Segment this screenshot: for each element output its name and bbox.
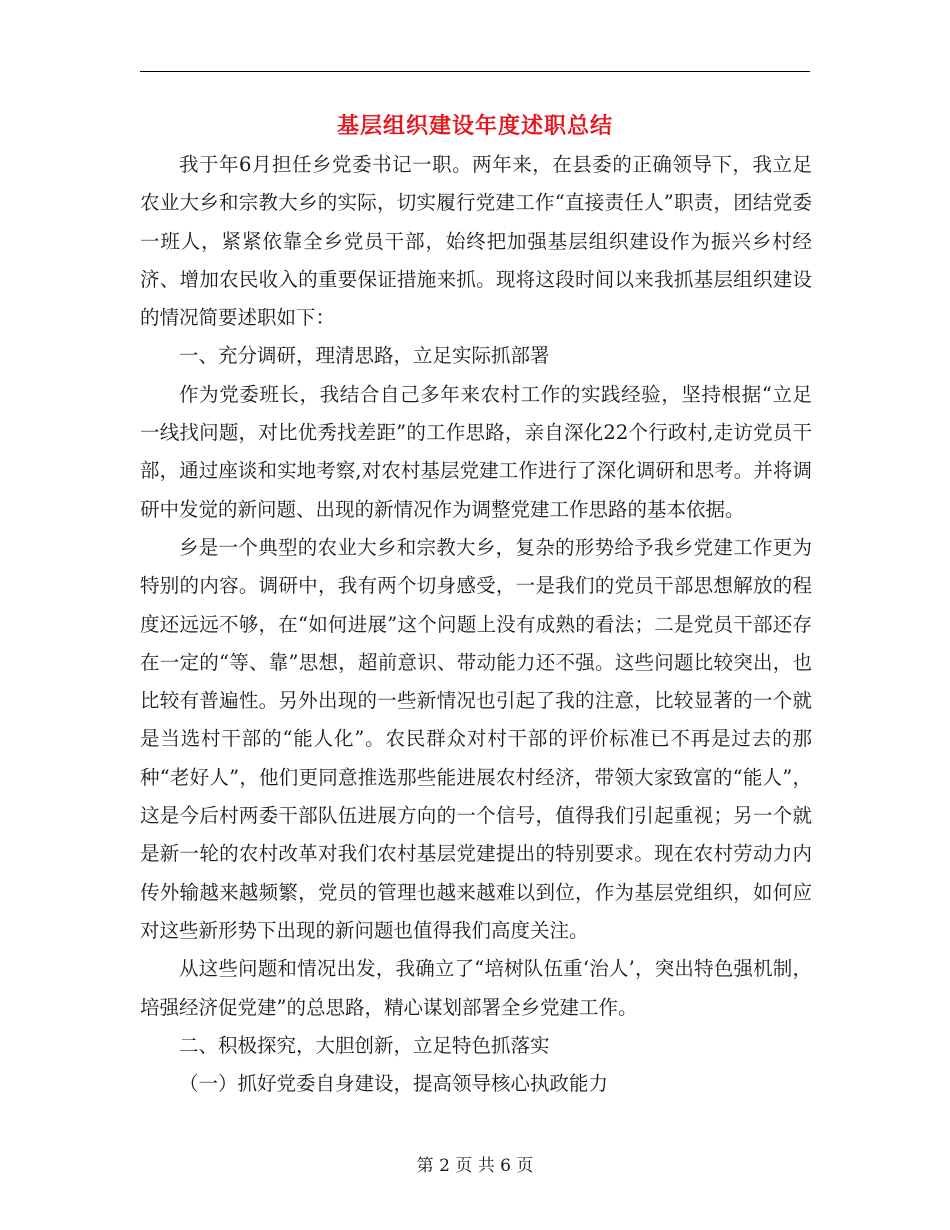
document-title: 基层组织建设年度述职总结 bbox=[336, 113, 613, 139]
paragraph-research: 作为党委班长，我结合自己多年来农村工作的实践经验，坚持根据“立足一线找问题，对比优秀找差距”的工作思路，亲自深化22个行政村,走访党员干部，通过座谈和实地考察,对农村基层党建工作进行了深化调研和思考。并将调研中发觉的新问题、出现的新情况作为调整党建工作思路的基本依据。 bbox=[140, 382, 812, 521]
paragraph-strategy: 从这些问题和情况出发，我确立了“培树队伍重‘治人’，突出特色强机制，培强经济促党建”的总思路，精心谋划部署全乡党建工作。 bbox=[140, 957, 812, 1019]
paragraph-situation: 乡是一个典型的农业大乡和宗教大乡，复杂的形势给予我乡党建工作更为特别的内容。调研中，我有两个切身感受，一是我们的党员干部思想解放的程度还远远不够，在“如何进展”这个问题上没有成熟的看法；二是党员干部还存在一定的“等、靠”思想，超前意识、带动能力还不强。这些问题比较突出，也比较有普遍性。另外出现的一些新情况也引起了我的注意，比较显著的一个就是当选村干部的“能人化”。农民群众对村干部的评价标准已不再是过去的那种“老好人”，他们更同意推选那些能进展农村经济，带领大家致富的“能人”，这是今后村两委干部队伍进展方向的一个信号，值得我们引起重视；另一个就是新一轮的农村改革对我们农村基层党建提出的特别要求。现在农村劳动力内传外输越来越频繁，党员的管理也越来越难以到位，作为基层党组织，如何应对这些新形势下出现的新问题也值得我们高度关注。 bbox=[140, 535, 812, 942]
paragraph-intro: 我于年6月担任乡党委书记一职。两年来，在县委的正确领导下，我立足农业大乡和宗教大乡的实际，切实履行党建工作“直接责任人”职责，团结党委一班人，紧紧依靠全乡党员干部，始终把加强基层组织建设作为振兴乡村经济、增加农民收入的重要保证措施来抓。现将这段时间以来我抓基层组织建设的情况简要述职如下： bbox=[140, 153, 812, 330]
page-number: 第 2 页 共 6 页 bbox=[416, 1156, 534, 1176]
subsection-heading-1: （一）抓好党委自身建设，提高领导核心执政能力 bbox=[179, 1072, 609, 1096]
header-rule bbox=[140, 71, 810, 72]
document-body bbox=[140, 146, 812, 1103]
section-heading-2: 二、积极探究，大胆创新，立足特色抓落实 bbox=[179, 1033, 550, 1057]
section-heading-1: 一、充分调研，理清思路，立足实际抓部署 bbox=[179, 344, 550, 368]
